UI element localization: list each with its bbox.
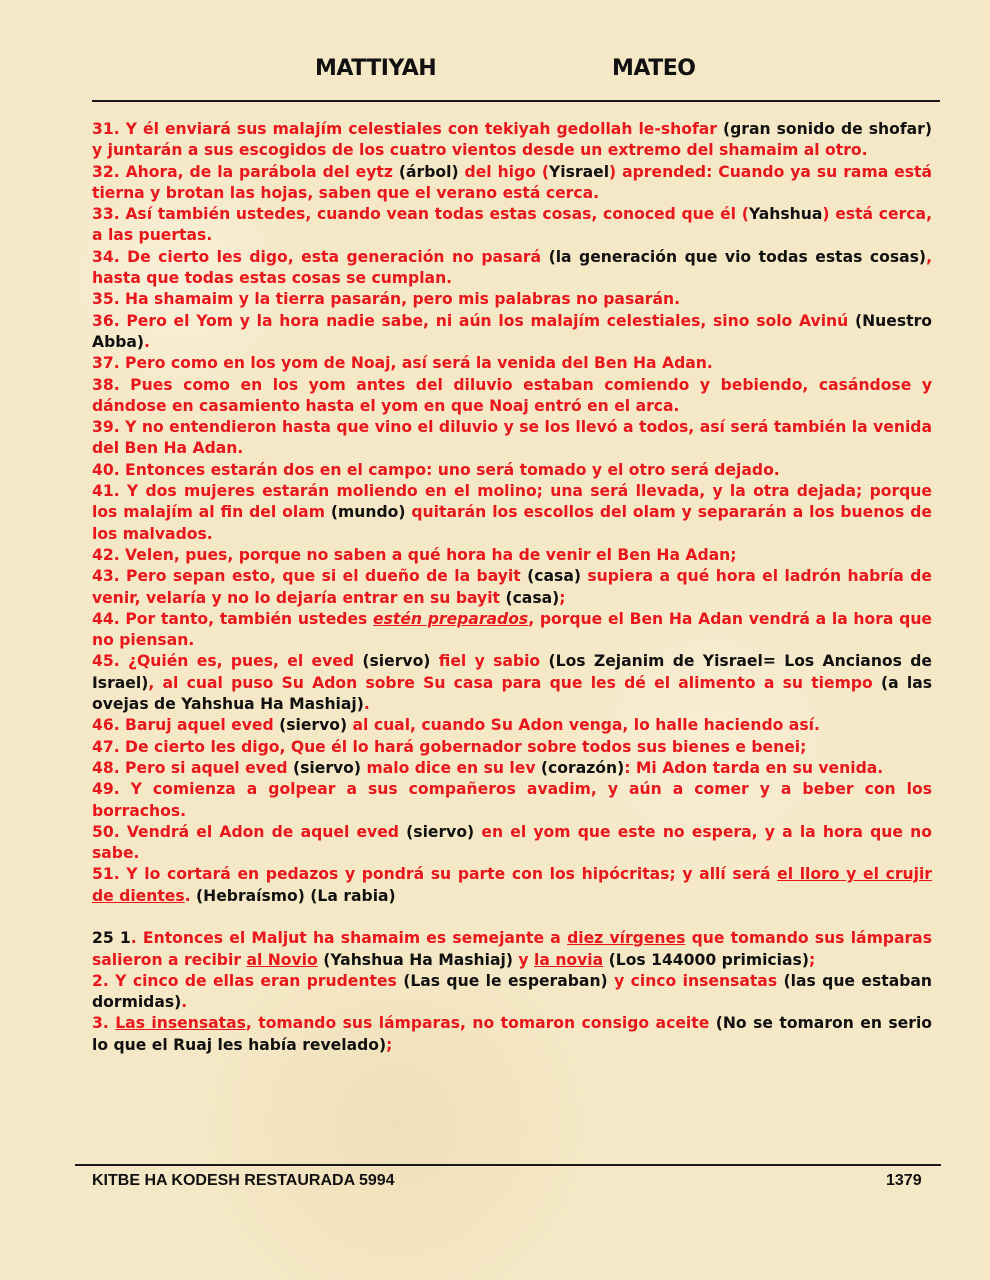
underlined-phrase: Las insensatas [115,1014,246,1033]
footer-book-title: KITBE HA KODESH RESTAURADA 5994 [92,1172,395,1189]
verse-46: 46. Baruj aquel eved (siervo) al cual, cuando Su Adon venga, lo halle haciendo así. [92,716,820,735]
chapter-25-verse-1: 25 1. Entonces el Maljut ha shamaim es semejante a diez vírgenes que tomando sus lámparas salieron a recibir al Novio (Yahshua Ha Mashiaj) y la novia (Los 144000 primicias); [92,929,932,969]
book-title-spanish: MATEO [612,56,696,81]
verse-41: 41. Y dos mujeres estarán moliendo en el molino; una será llevada, y la otra dejada; porque los malajím al fin del olam (mundo) quitarán los escollos del olam y separarán a los buenos de los malvados. [92,482,932,543]
verse-39: 39. Y no entendieron hasta que vino el diluvio y se los llevó a todos, así será también la venida del Ben Ha Adan. [92,418,932,458]
verse-48: 48. Pero si aquel eved (siervo) malo dice en su lev (corazón): Mi Adon tarda en su venida. [92,758,884,777]
chapter-spacer [92,907,932,928]
underlined-phrase: el lloro y el crujir de dientes [92,865,932,905]
verse-45: 45. ¿Quién es, pues, el eved (siervo) fiel y sabio (Los Zejanim de Yisrael= Los Ancianos de Israel), al cual puso Su Adon sobre Su casa para que les dé el alimento a su tiempo (a las ovejas de Yahshua Ha Mashiaj). [92,652,933,714]
verse-32: 32. Ahora, de la parábola del eytz (árbol) del higo (Yisrael) aprended: Cuando ya su rama está tierna y brotan las hojas, saben que el verano está cerca. [92,162,932,202]
verse-34: 34. De cierto les digo, esta generación no pasará (la generación que vio todas estas cosas), hasta que todas estas cosas se cumplan. [92,247,933,288]
verse-43: 43. Pero sepan esto, que si el dueño de la bayit (casa) supiera a qué hora el ladrón habría de venir, velaría y no lo dejaría entrar en su bayit (casa); [92,567,932,607]
verse-40: 40. Entonces estarán dos en el campo: uno será tomado y el otro será dejado. [92,460,780,479]
verse-37: 37. Pero como en los yom de Noaj, así será la venida del Ben Ha Adan. [92,354,713,373]
page-number: 1379 [886,1172,922,1189]
chapter-verse-number: 25 1 [92,929,131,948]
verse-35: 35. Ha shamaim y la tierra pasarán, pero mis palabras no pasarán. [92,290,680,309]
verse-33: 33. Así también ustedes, cuando vean todas estas cosas, conoced que él (Yahshua) está cerca, a las puertas. [92,205,932,245]
verse-42: 42. Velen, pues, porque no saben a qué hora ha de venir el Ben Ha Adan; [92,545,737,564]
header-divider [92,100,940,102]
verse-50: 50. Vendrá el Adon de aquel eved (siervo) en el yom que este no espera, y a la hora que no sabe. [92,822,932,863]
verse-44: 44. Por tanto, también ustedes estén preparados, porque el Ben Ha Adan vendrá a la hora que no piensan. [92,609,932,650]
verse-31: 31. Y él enviará sus malajím celestiales con tekiyah gedollah le-shofar (gran sonido de shofar) y juntarán a sus escogidos de los cuatro vientos desde un extremo del shamaim al otro. [92,120,932,160]
chapter-25-verse-3: 3. Las insensatas, tomando sus lámparas, no tomaron consigo aceite (No se tomaron en serio lo que el Ruaj les había revelado); [92,1014,932,1054]
verse-47: 47. De cierto les digo, Que él lo hará gobernador sobre todos sus bienes e benei; [92,737,807,756]
underlined-phrase: al Novio [246,950,318,969]
underlined-phrase: la novia [534,950,604,969]
emphasis-underlined: estén preparados [373,609,529,628]
book-title-hebrew: MATTIYAH [315,56,437,81]
verse-51: 51. Y lo cortará en pedazos y pondrá su parte con los hipócritas; y allí será el lloro y el crujir de dientes. (Hebraísmo) (La rabia) [92,865,932,905]
verse-49: 49. Y comienza a golpear a sus compañeros avadim, y aún a comer y a beber con los borrachos. [92,780,932,820]
footer-divider [75,1164,941,1166]
verse-38: 38. Pues como en los yom antes del diluvio estaban comiendo y bebiendo, casándose y dándose en casamiento hasta el yom en que Noaj entró en el arca. [92,375,932,415]
page-header [0,56,990,90]
verse-36: 36. Pero el Yom y la hora nadie sabe, ni aún los malajím celestiales, sino solo Avinú (Nuestro Abba). [92,311,932,351]
scripture-body [92,119,932,1056]
chapter-25-verse-2: 2. Y cinco de ellas eran prudentes (Las que le esperaban) y cinco insensatas (las que estaban dormidas). [92,971,932,1012]
underlined-phrase: diez vírgenes [567,929,686,948]
